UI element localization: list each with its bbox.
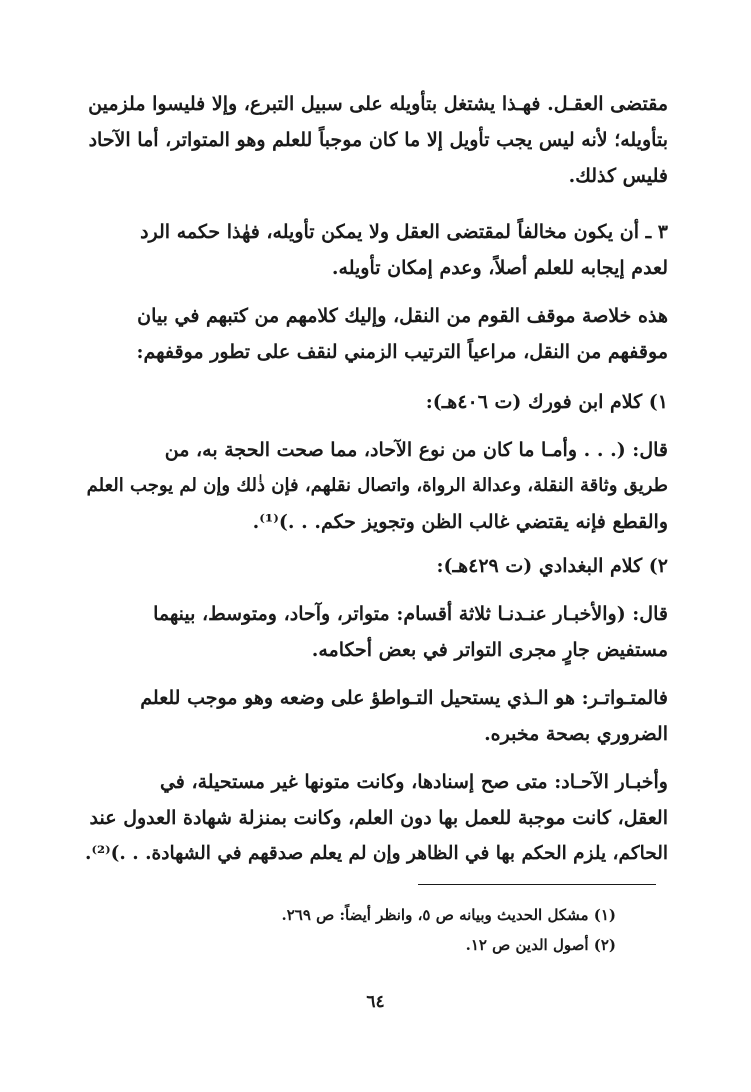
text-line: الضروري بصحة مخبره.	[484, 723, 668, 745]
paragraph-3	[78, 298, 668, 370]
text-line: قال: (والأخبـار عنـدنـا ثلاثة أقسام: متواتر، وآحاد، ومتوسط، بينهما	[153, 603, 668, 625]
footnote-separator	[418, 884, 656, 885]
text-line: هذه خلاصة موقف القوم من النقل، وإليك كلامهم من كتبهم في بيان	[137, 305, 668, 327]
quote-ibn-furak	[78, 432, 668, 540]
term-ahad: وأخبـار الآحـاد:	[554, 771, 668, 793]
term-definition: هو الـذي يستحيل التـواطؤ على وضعه وهو موجب للعلم	[140, 687, 575, 709]
heading-line: ١) كلام ابن فورك (ت ٤٠٦هـ):	[425, 391, 668, 413]
text-line: مستفيض جارٍ مجرى التواتر في بعض أحكامه.	[311, 639, 668, 661]
section-heading-ibn-furak	[78, 384, 668, 420]
text-line: لعدم إيجابه للعلم أصلاً، وعدم إمكان تأويله.	[331, 257, 668, 279]
text-line: ٣ ـ أن يكون مخالفاً لمقتضى العقل ولا يمكن تأويله، فهٰذا حكمه الرد	[140, 221, 668, 243]
definition-mutawatir	[78, 680, 668, 752]
footnote-2: (٢) أصول الدين ص ١٢.	[465, 936, 616, 954]
term-mutawatir: فالمتـواتـر:	[581, 687, 668, 709]
heading-line: ٢) كلام البغدادي (ت ٤٢٩هـ):	[436, 555, 668, 577]
text-line: مقتضى العقـل. فهـذا يشتغل بتأويله على سبيل التبرع، وإلا فليسوا ملزمين	[88, 93, 668, 115]
definition-ahad	[78, 764, 668, 872]
paragraph-2	[78, 214, 668, 286]
text-line	[78, 764, 668, 800]
text-line: والقطع فإنه يقتضي غالب الظن وتجويز حكم. . .)⁽¹⁾.	[252, 511, 668, 533]
text-line: العقل، كانت موجبة للعمل بها دون العلم، وكانت بمنزلة شهادة العدول عند	[89, 807, 668, 829]
text-line: طريق وثاقة النقلة، وعدالة الرواة، واتصال نقلهم، فإن ذٰلك وإن لم يوجب العلم	[86, 475, 668, 496]
text-line: موقفهم من النقل، مراعياً الترتيب الزمني لنقف على تطور موقفهم:	[136, 341, 668, 363]
text-line	[78, 680, 668, 716]
quote-baghdadi	[78, 596, 668, 668]
text-line: فليس كذلك.	[568, 165, 668, 187]
text-line: بتأويله؛ لأنه ليس يجب تأويل إلا ما كان موجباً للعلم وهو المتواتر، أما الآحاد	[88, 129, 668, 151]
text-line: قال: (. . . وأمـا ما كان من نوع الآحاد، مما صحت الحجة به، من	[164, 439, 668, 461]
paragraph-1	[78, 86, 668, 194]
section-heading-baghdadi	[78, 548, 668, 584]
term-definition: متى صح إسنادها، وكانت متونها غير مستحيلة، في	[159, 771, 548, 793]
text-line: الحاكم، يلزم الحكم بها في الظاهر وإن لم يعلم صدقهم في الشهادة. . .)⁽²⁾.	[85, 843, 668, 864]
page-number: ٦٤	[366, 992, 385, 1012]
footnote-1: (١) مشكل الحديث وبيانه ص ٥، وانظر أيضاً: ص ٢٦٩.	[281, 906, 616, 924]
